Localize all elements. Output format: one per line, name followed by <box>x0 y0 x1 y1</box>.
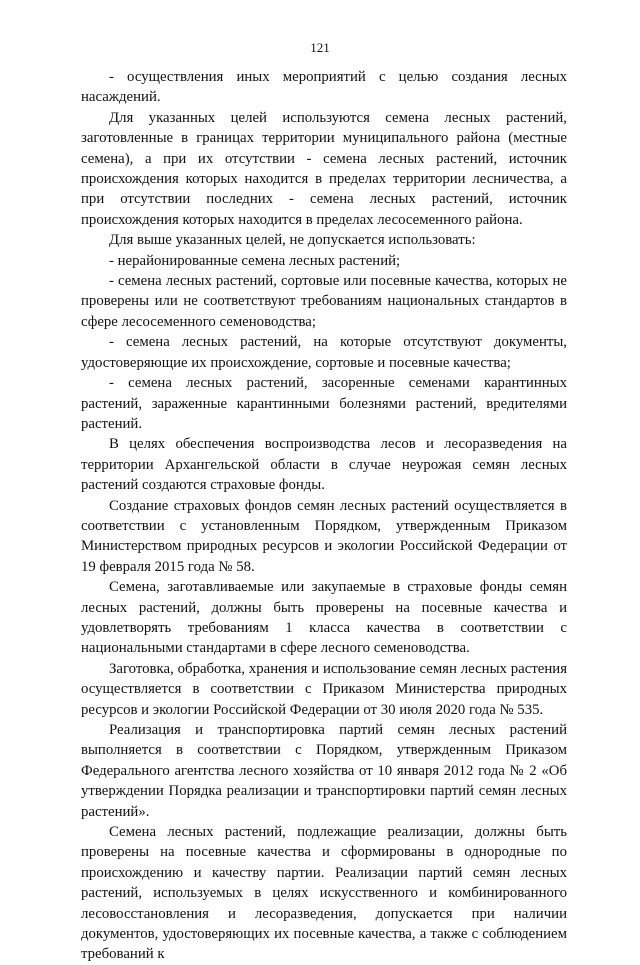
paragraph: - семена лесных растений, сортовые или посевные качества, которых не проверены или не соответствуют требованиям национальных стандартов в сфере лесосеменного семеноводства; <box>81 273 567 330</box>
paragraph: В целях обеспечения воспроизводства лесов и лесоразведения на территории Архангельской области в случае неурожая семян лесных растений создаются страховые фонды. <box>81 436 567 494</box>
page-number: 121 <box>310 40 330 55</box>
paragraph: Для выше указанных целей, не допускается использовать: <box>109 232 476 249</box>
paragraph: - осуществления иных мероприятий с целью создания лесных насаждений. <box>81 69 567 106</box>
paragraph: Для указанных целей используются семена лесных растений, заготовленные в границах территории муниципального района (местные семена), а при их отсутствии - семена лесных растений, источник происхождения которых находится в пределах территории лесничества, а при отсутствии последних - семена лесных растений, источник происхождения которых находится в пределах лесосеменного района. <box>81 109 567 228</box>
paragraph: Реализация и транспортировка партий семян лесных растений выполняется в соответствии с Порядком, утвержденным Приказом Федерального агентства лесного хозяйства от 10 января 2012 года № 2 «Об утверждении Порядка реализации и транспортировки партий семян лесных растений». <box>81 722 567 820</box>
paragraph: Семена, заготавливаемые или закупаемые в страховые фонды семян лесных растений, должны быть проверены на посевные качества и удовлетворять требованиям 1 класса качества в соответствии с национальными стандартами в сфере лесного семеноводства. <box>81 579 567 657</box>
paragraph: - семена лесных растений, на которые отсутствуют документы, удостоверяющие их происхождение, сортовые и посевные качества; <box>81 334 567 371</box>
paragraph: Семена лесных растений, подлежащие реализации, должны быть проверены на посевные качества и сформированы в однородные по происхождению и качеству партии. Реализации партий семян лесных растений, используемых в целях искусственного и комбинированного лесовосстановления и лесоразведения, допускается при наличии документов, удостоверяющих их посевные качества, а также с соблюдением требований к <box>81 824 567 963</box>
paragraph: - нерайонированные семена лесных растений; <box>109 252 401 269</box>
body-text <box>81 67 567 965</box>
paragraph: Создание страховых фондов семян лесных растений осуществляется в соответствии с установленным Порядком, утвержденным Приказом Министерством природных ресурсов и экологии Российской Федерации от 19 февраля 2015 года № 58. <box>81 497 567 575</box>
paragraph: - семена лесных растений, засоренные семенами карантинных растений, зараженные карантинными болезнями растений, вредителями растений. <box>81 375 567 432</box>
paragraph: Заготовка, обработка, хранения и использование семян лесных растения осуществляется в соответствии с Приказом Министерства природных ресурсов и экологии Российской Федерации от 30 июля 2020 года № 535. <box>81 660 567 718</box>
